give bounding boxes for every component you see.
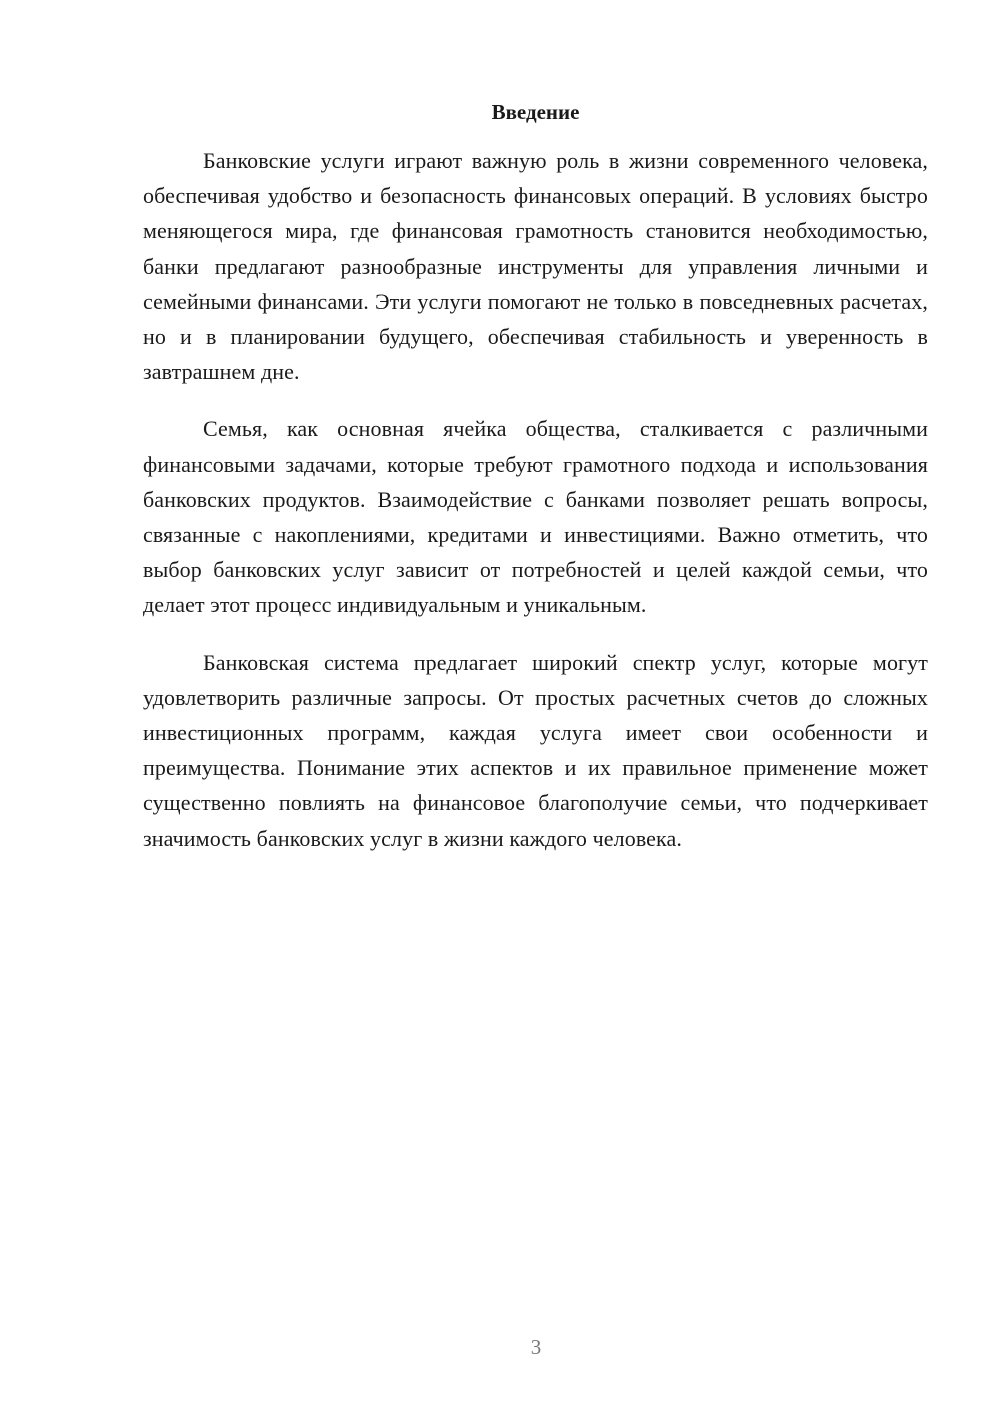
body-text	[143, 143, 928, 878]
paragraph-1: Банковские услуги играют важную роль в жизни современного человека, обеспечивая удобство и безопасность финансовых операций. В условиях быстро меняющегося мира, где финансовая грамотность становится необходимостью, банки предлагают разнообразные инструменты для управления личными и семейными финансами. Эти услуги помогают не только в повседневных расчетах, но и в планировании будущего, обеспечивая стабильность и уверенность в завтрашнем дне.	[143, 148, 928, 385]
page-number: 3	[530, 1335, 542, 1359]
paragraph-2: Семья, как основная ячейка общества, сталкивается с различными финансовыми задачами, которые требуют грамотного подхода и использования банковских продуктов. Взаимодействие с банками позволяет решать вопросы, связанные с накоплениями, кредитами и инвестициями. Важно отметить, что выбор банковских услуг зависит от потребностей и целей каждой семьи, что делает этот процесс индивидуальным и уникальным.	[143, 416, 928, 618]
section-heading: Введение	[491, 100, 580, 124]
paragraph-3: Банковская система предлагает широкий спектр услуг, которые могут удовлетворить различные запросы. От простых расчетных счетов до сложных инвестиционных программ, каждая услуга имеет свои особенности и преимущества. Понимание этих аспектов и их правильное применение может существенно повлиять на финансовое благополучие семьи, что подчеркивает значимость банковских услуг в жизни каждого человека.	[143, 649, 928, 851]
